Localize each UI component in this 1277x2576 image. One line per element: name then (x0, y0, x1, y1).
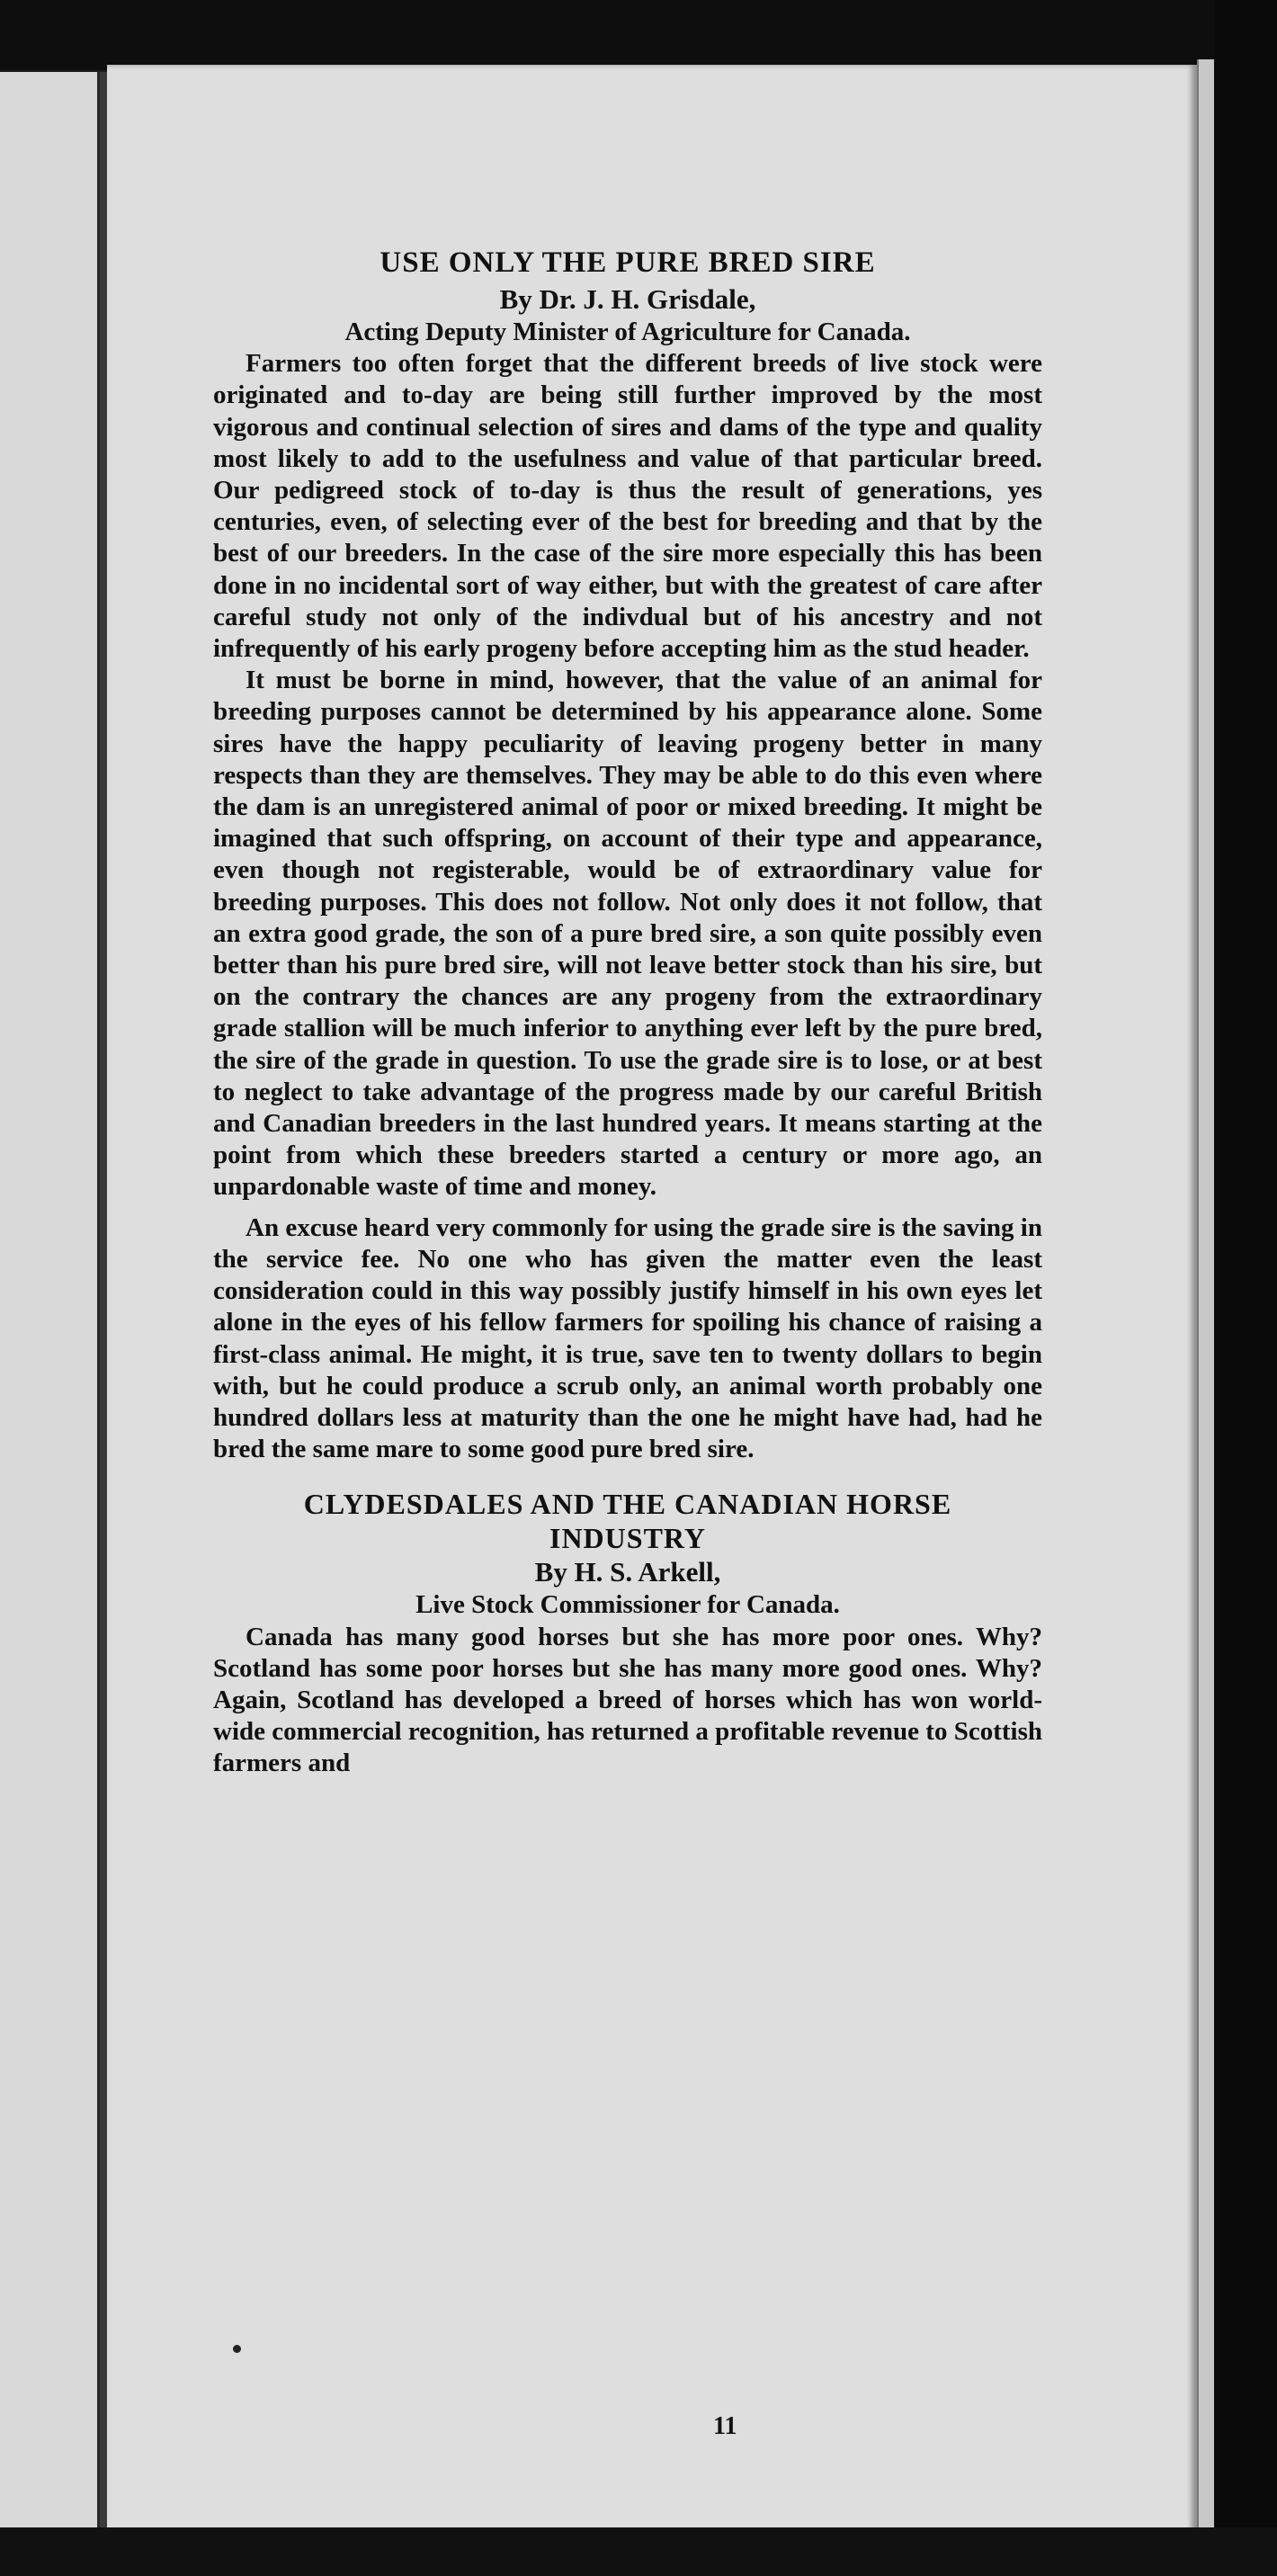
page-number: 11 (713, 2412, 737, 2440)
scan-border-bottom (0, 2527, 1277, 2576)
previous-page-edge (0, 72, 100, 2527)
article1-title: USE ONLY THE PURE BRED SIRE (380, 246, 876, 279)
scan-speck (233, 2345, 241, 2353)
article2-title-line1: CLYDESDALES AND THE CANADIAN HORSE (303, 1488, 952, 1521)
book-gutter (100, 72, 107, 2527)
article2-affiliation: Live Stock Commissioner for Canada. (415, 1590, 840, 1620)
article2-title (213, 1487, 1042, 1555)
article1-affiliation: Acting Deputy Minister of Agriculture for Canada. (344, 318, 911, 346)
article2-title-line2: INDUSTRY (549, 1522, 706, 1555)
scan-border-right (1214, 0, 1277, 2576)
article2-byline: By H. S. Arkell, (534, 1556, 721, 1588)
article1-paragraph: An excuse heard very commonly for using the grade sire is the saving in the service fee. No one who has given the matter even the least consideration could in this way possibly justify himself in his own eyes let alone in the eyes of his fellow farmers for spoiling his chance of raising a first-class animal. He might, it is true, save ten to twenty dollars to begin with, but he could produce a scrub only, an animal worth probably one hundred dollars less at maturity than the one he might have had, had he bred the same mare to some good pure bred sire. (213, 1212, 1042, 1464)
article2-paragraph: Canada has many good horses but she has more poor ones. Why? Scotland has some poor horses but she has many more good ones. Why? Again, Scotland has developed a breed of horses which has won world-wide commercial recognition, has returned a profitable revenue to Scottish farmers and (213, 1622, 1042, 1778)
page-content (213, 245, 1042, 1780)
article1-paragraph: Farmers too often forget that the different breeds of live stock were originated and to-day are being still further improved by the most vigorous and continual selection of sires and dams of the type and quality most likely to add to the usefulness and value of that particular breed. Our pedigreed stock of to-day is thus the result of generations, yes centuries, even, of selecting ever of the best for breeding and that by the best of our breeders. In the case of the sire more especially this has been done in no incidental sort of way either, but with the greatest of care after careful study not only of the indivdual but of his ancestry and not infrequently of his early progeny before accepting him as the stud header. (213, 349, 1042, 664)
scan-border-top (0, 0, 1277, 70)
article1-paragraph: It must be borne in mind, however, that the value of an animal for breeding purposes cannot be determined by his appearance alone. Some sires have the happy peculiarity of leaving progeny better in many respects than they are themselves. They may be able to do this even where the dam is an unregistered animal of poor or mixed breeding. It might be imagined that such offspring, on account of their type and appearance, even though not registerable, would be of extraordinary value for breeding purposes. This does not follow. Not only does it not follow, that an extra good grade, the son of a pure bred sire, a son quite possibly even better than his pure bred sire, will not leave better stock than his sire, but on the contrary the chances are any progeny from the extraordinary grade stallion will be much inferior to anything ever left by the pure bred, the sire of the grade in question. To use the grade sire is to lose, or at best to neglect to take advantage of the progress made by our careful British and Canadian breeders in the last hundred years. It means starting at the point from which these breeders started a century or more ago, an unpardonable waste of time and money. (213, 666, 1042, 1202)
article1-byline: By Dr. J. H. Grisdale, (499, 283, 756, 315)
page-right-edge (1197, 59, 1216, 2542)
page-sheet (107, 65, 1197, 2535)
